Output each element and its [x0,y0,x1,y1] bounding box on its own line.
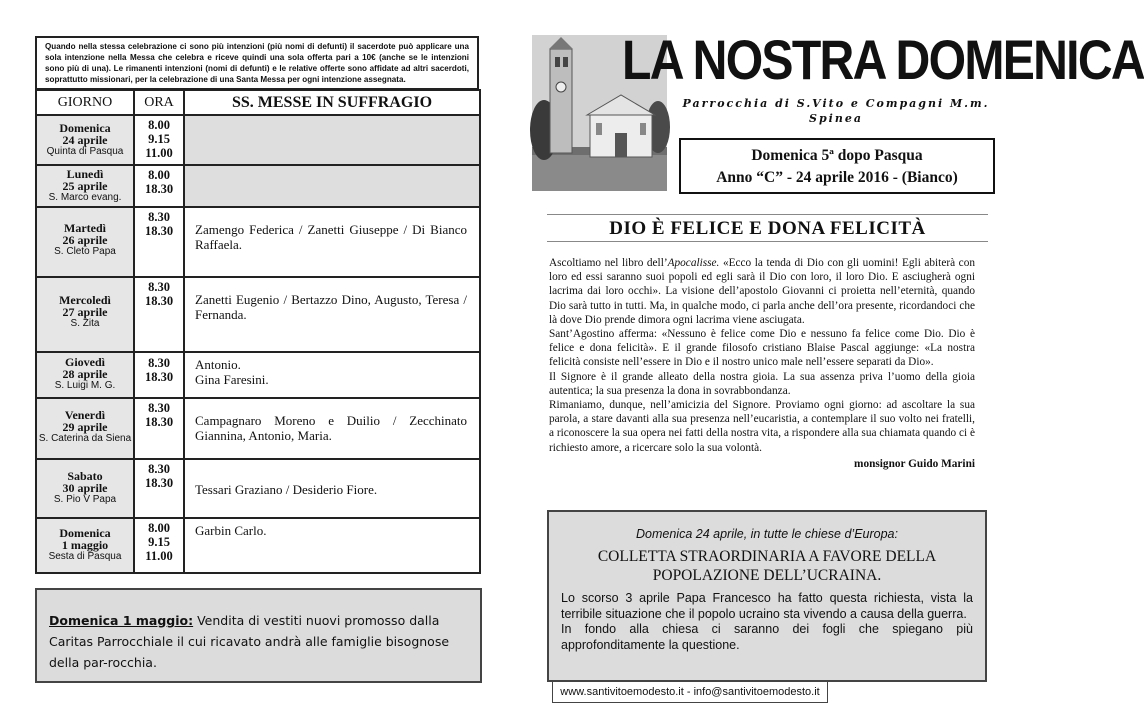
day-cell [36,352,134,398]
mass-time: 8.30 [148,356,170,370]
parish-line: Parrocchia di S.Vito e Compagni M.m. [682,97,990,110]
names-cell: Campagnaro Moreno e Duilio / Zecchinato Giannina, Antonio, Maria. [184,398,480,459]
day-saint: S. Zita [70,318,100,329]
col-header-time: ORA [134,90,184,115]
day-date: 24 aprile [62,133,108,147]
parish-town: Spinea [809,112,863,125]
collection-heading [561,547,973,585]
announcement-text: Vendita di vestiti nuovi promosso dalla Caritas Parrocchiale il cui ricavato andrà alle famiglie bisognose della par-rocchia. [49,613,450,670]
collection-body [561,591,973,653]
mass-time: 18.30 [144,182,174,196]
mass-time: 18.30 [144,224,174,238]
mass-time: 11.00 [145,146,173,160]
day-cell [36,459,134,518]
day-saint: S. Cleto Papa [54,246,116,257]
day-date: 30 aprile [62,481,108,495]
day-date: 1 maggio [61,538,109,552]
footer-contacts[interactable]: www.santivitoemodesto.it - info@santivitoemodesto.it [552,681,828,703]
masses-table [35,89,481,574]
article-paragraph: Il Signore è il grande alleato della nostra gioia. La sua assenza priva l’uomo della gioia autentica; la sua presenza la dona in sovrabbondanza. [549,370,975,397]
day-date: 27 aprile [62,305,108,319]
mass-time: 8.30 [148,210,170,224]
day-name: Mercoledì [59,293,111,307]
day-cell [36,277,134,352]
day-cell [36,518,134,573]
article-author: monsignor Guido Marini [854,457,975,470]
mass-time: 8.30 [148,401,170,415]
table-row [36,207,480,277]
article-body [549,256,975,471]
collection-paragraph: In fondo alla chiesa ci saranno dei fogli che spiegano più approfonditamente la questione. [561,622,973,652]
day-name: Martedì [64,221,106,235]
day-cell [36,398,134,459]
mass-time: 11.00 [145,549,173,563]
table-row [36,398,480,459]
article-text: Ascoltiamo nel libro dell’ [549,257,668,269]
time-cell [134,165,184,207]
day-saint: Sesta di Pasqua [48,551,122,562]
mass-time: 18.30 [144,476,174,490]
article-paragraph: Rimaniamo, dunque, nell’amicizia del Signore. Proviamo ogni giorno: ad ascoltare la sua parola, a stare davanti alla sua presenza nell’eucaristia, a contemplare il suo volto nei fratelli, a riconoscere la sua opera nei fatti della nostra vita, a rispondere alla sua chiamata quando ci è richiesto amore, a ricercare solo la sua volontà. [549,399,975,454]
liturgy-box [679,138,995,194]
names-cell: Garbin Carlo. [184,518,480,573]
collection-box [547,510,987,682]
day-cell [36,165,134,207]
collection-paragraph: Lo scorso 3 aprile Papa Francesco ha fatto questa richiesta, vista la terribile situazione che il popolo ucraino sta vivendo a causa della guerra. [561,591,973,621]
day-name: Lunedì [66,167,104,181]
day-date: 28 aprile [62,367,108,381]
day-name: Giovedì [64,355,105,369]
mass-time: 18.30 [144,370,174,384]
time-cell [134,518,184,573]
day-date: 29 aprile [62,420,108,434]
day-saint: S. Luigi M. G. [54,380,116,391]
announcement-box [35,588,482,683]
time-cell [134,277,184,352]
mass-time: 9.15 [148,132,170,146]
masthead-title: LA NOSTRA DOMENICA [622,28,1144,91]
time-cell [134,352,184,398]
day-name: Domenica [59,121,111,135]
liturgy-sunday: Domenica 5ª dopo Pasqua [751,147,923,164]
day-date: 26 aprile [62,233,108,247]
mass-time: 8.00 [148,168,170,182]
day-name: Domenica [59,526,111,540]
table-row [36,352,480,398]
names-cell: Zanetti Eugenio / Bertazzo Dino, Augusto, Teresa / Fernanda. [184,277,480,352]
names-cell [184,165,480,207]
article-text: «Ecco la tenda di Dio con gli uomini! Egli abiterà con loro ed essi saranno suoi popoli ed egli sarà il Dio con loro, il loro Dio. E asciugherà ogni lacrima dai loro occhi». La visione dell’apostolo Giovanni ci proietta nell’eternità, quando Dio sarà tutto in tutti. Ma, in qualche modo, ci parla anche dell’ora presente, ricordandoci che là dove Dio prende dimora ogni lacrima viene asciugata. [549,257,975,326]
table-row [36,459,480,518]
liturgy-year: Anno “C” - 24 aprile 2016 - (Bianco) [716,169,958,186]
time-cell [134,115,184,165]
col-header-masses: SS. MESSE IN SUFFRAGIO [184,90,480,115]
day-saint: Quinta di Pasqua [46,146,124,157]
day-name: Sabato [67,469,103,483]
time-cell [134,398,184,459]
day-cell [36,207,134,277]
table-row [36,518,480,573]
mass-time: 8.00 [148,521,170,535]
mass-time: 9.15 [148,535,170,549]
day-date: 25 aprile [62,179,108,193]
offering-notice: Quando nella stessa celebrazione ci sono più intenzioni (più nomi di defunti) il sacerdote può applicare una sola intenzione nella Messa che celebra e riceve quindi una sola offerta pari a 10€ (anche se le intenzioni sono più di una). Le rimanenti intenzioni (nomi di defunti) e le relative offerte sono affidate ad altri sacerdoti, soprattutto missionari, per la celebrazione di una Santa Messa per ogni intenzione assegnata. [35,36,479,90]
mass-time: 8.30 [148,280,170,294]
table-row [36,165,480,207]
day-name: Venerdì [64,408,106,422]
col-header-day: GIORNO [36,90,134,115]
table-row [36,115,480,165]
names-cell: Zamengo Federica / Zanetti Giuseppe / Di Bianco Raffaela. [184,207,480,277]
article-title: DIO È FELICE E DONA FELICITÀ [547,214,988,242]
article-paragraph [549,256,975,327]
book-reference: Apocalisse. [667,257,720,269]
names-cell [184,352,480,398]
mass-time: 8.00 [148,118,170,132]
day-saint: S. Marco evang. [48,192,122,203]
table-header-row [36,90,480,115]
table-row [36,277,480,352]
time-cell [134,207,184,277]
names-cell: Tessari Graziano / Desiderio Fiore. [184,459,480,518]
collection-intro: Domenica 24 aprile, in tutte le chiese d’Europa: [636,527,898,541]
mass-time: 18.30 [144,294,174,308]
day-cell [36,115,134,165]
article-paragraph: Sant’Agostino afferma: «Nessuno è felice come Dio e nessuno fa felice come Dio. Dio è felice e dona felicità». E il grande filosofo cristiano Blaise Pascal aggiunge: «La nostra felicità consiste nell’essere in Dio e il nostro unico male nell’essere separati da Dio». [549,328,975,369]
day-saint: S. Pio V Papa [53,494,117,505]
collection-heading-line: POPOLAZIONE DELL’UCRAINA. [652,567,882,584]
announcement-lead: Domenica 1 maggio: [49,613,194,628]
parish-name [676,96,996,126]
names-line: Gina Faresini. [195,372,269,387]
names-cell [184,115,480,165]
day-saint: S. Caterina da Siena [38,433,132,444]
collection-heading-line: COLLETTA STRAORDINARIA A FAVORE DELLA [597,548,937,565]
mass-time: 8.30 [148,462,170,476]
mass-time: 18.30 [144,415,174,429]
time-cell [134,459,184,518]
names-line: Antonio. [195,357,241,372]
